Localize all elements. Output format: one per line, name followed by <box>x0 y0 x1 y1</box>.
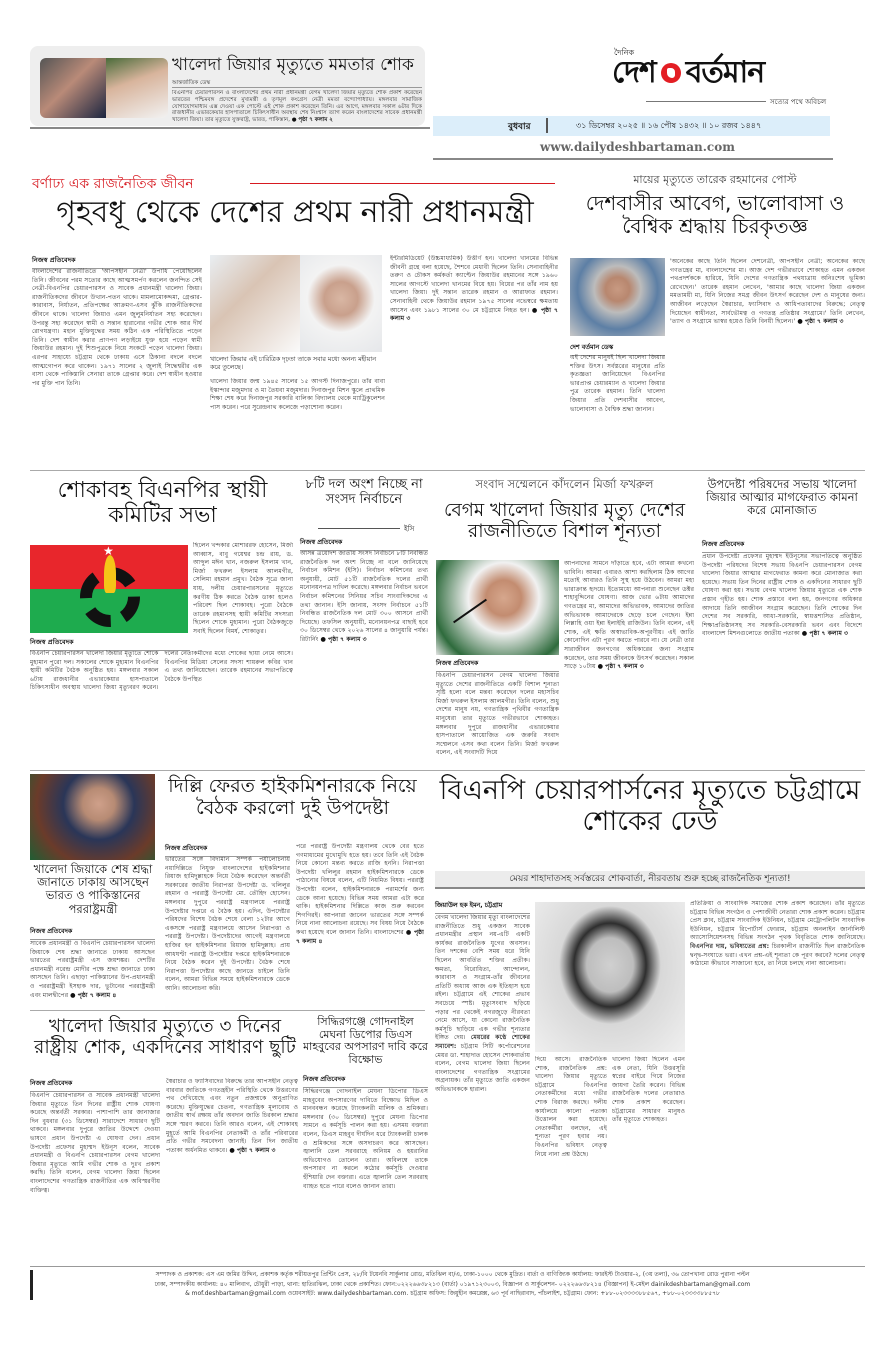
masthead-name-left: দেশ <box>612 54 656 90</box>
date-text: ৩১ ডিসেম্বর ২০২৫ ॥ ১৬ পৌষ ১৪৩২ ॥ ১০ রজব ১৪৪৭ <box>576 121 762 130</box>
ctg-col4: প্রতিক্রিয়া ও সাংবাদিক সমাজের শোক প্রকাশ করেছেন। তাঁর মৃত্যুতে চট্টগ্রাম বিভিন্ন সংগঠন ও পেশাজীবী নেতারা শোক প্রকাশ করেন। চট্টগ্রাম প্রেস ক্লাব, চট্টগ্রাম সাংবাদিক ইউনিয়ন, চট্টগ্রাম মেট্রোপলিটন সাংবাদিক ইউনিয়ন, চট্টগ্রাম রিপোর্টার্স ফোরাম, চট্টগ্রাম অনলাইন জার্নালিস্ট অ্যাসোসিয়েশনসহ বিভিন্ন সংগঠন পৃথক বিবৃতিতে শোক জানিয়েছে। বিএনপির দায়, ভবিষ্যতের প্রশ্ন: চিরকালীন রাজনীতি ছিল রাজনৈতিক দ্বন্দ্ব-সংঘাতে ভরা। এখন প্রশ্ন-এই শূন্যতা কে পূরণ করবে? দলের নেতৃত্ব কাঠামো কীভাবে সাজানো হবে, তা নিয়ে চলছে নানা আলোচনা। <box>690 900 865 968</box>
fakhrul-headline[interactable]: বেগম খালেদা জিয়ার মৃত্যু দেশের রাজনীতিতে বিশাল শূন্যতা <box>443 500 686 543</box>
siddhirganj-body: সিদ্ধিরগঞ্জে গোদনাইল মেঘনা ডিপোর ডিএস মাহবুবের অপসারণের দাবিতে বিক্ষোভ মিছিল ও মানববন্ধন করেছে ট্যাংকলরী মালিক ও শ্রমিকরা। মঙ্গলবার (৩০ ডিসেম্বর) দুপুরে মেঘনা ডিপোর সামনে এ কর্মসূচি পালন করা হয়। এসময় বক্তারা বলেন, ডিএস মাহবুব দীর্ঘদিন ধরে ট্যাংকলরী চালক ও শ্রমিকদের সঙ্গে অসদাচরণ করে আসছেন। জ্বালানি তেল সরবরাহে অনিয়ম ও হয়রানির অভিযোগও তোলেন তারা। অবিলম্বে তাকে অপসারণ না করলে কঠোর কর্মসূচি দেওয়ার হুঁশিয়ারি দেন বক্তারা। এতে জ্বালানি তেল সরবরাহ ব্যাহত হতে পারে বলেও জানান তারা। <box>303 1088 428 1190</box>
row-divider-3 <box>30 1010 425 1011</box>
row-divider-1 <box>30 470 865 471</box>
fakhrul-byline: নিজস্ব প্রতিবেদক <box>436 658 559 672</box>
bangladesh-map-logo-icon <box>661 63 681 83</box>
committee-body: বিএনপি চেয়ারপারসন খালেদা জিয়ার মৃত্যুতে শোকে মুহ্যমান পুরো দল। সকালের শোকে মুহ্যমান বিএনপির স্থায়ী কমিটির বৈঠক অনুষ্ঠিত হয়। মঙ্গলবার সকাল ৬টায় রাজধানীর এভারকেয়ার হাসপাতালে চিকিৎসাধীন অবস্থায় খালেদা জিয়া মৃত্যুবরণ করেন। দলের নেতাকর্মীদের মধ্যে শোকের ছায়া নেমে আসে। বিএনপির মিডিয়া সেলের সদস্য শায়রুল কবির খান এ তথ্য জানিয়েছেন। তারেক রহমানের সভাপতিত্বে বৈঠকে উপস্থিত <box>30 650 293 692</box>
footer-left-bar <box>30 1270 33 1300</box>
website-url[interactable]: www.dailydeshbartaman.com <box>540 140 735 154</box>
teaser-photo-khaleda <box>40 58 106 118</box>
mourning-col2: স্বৈরাচার ও ফ্যাসিবাদের বিরুদ্ধে তার আপসহীন নেতৃত্ব বারবার জাতিকে গণতন্ত্রহীন পরিস্থিতি থেকে উত্তরণের পথ দেখিয়েছে এবং নতুন প্রজন্মকে অনুপ্রাণিত করেছে। মুক্তিযুদ্ধের চেতনা, গণতান্ত্রিক মূল্যবোধ ও জাতীয় স্বার্থ রক্ষায় তাঁর অবদান জাতি চিরকাল শ্রদ্ধার সঙ্গে স্মরণ করবে। তিনি আরও বলেন, এই শোকাবহ মুহূর্তে আমি বিএনপির নেতাকর্মী ও তাঁর পরিবারের প্রতি গভীর সমবেদনা জানাই। তিন দিন জাতীয় পতাকা অর্ধনমিত থাকবে। ● পৃষ্ঠা ৭ কলাম ৩ <box>166 1078 298 1154</box>
committee-headline[interactable]: শোকাবহ বিএনপির স্থায়ী কমিটির সভা <box>57 478 268 529</box>
tarique-photo <box>570 258 665 336</box>
lead-col3: খালেদা জিয়ার জন্ম ১৯৪৫ সালের ১৫ আগস্ট দিনাজপুরে। তাঁর বাবা ইস্কান্দার মজুমদার ও মা তৈয়বা মজুমদার। দিনাজপুর মিশন স্কুলে প্রাথমিক শিক্ষা শেষ করে দিনাজপুর সরকারি বালিকা বিদ্যালয় থেকে ম্যাট্রিকুলেশন পাস করেন। পরে সুরেন্দ্রনাথ কলেজে পড়াশোনা করেন। <box>210 378 385 411</box>
star-icon: ★ <box>103 544 114 558</box>
masthead-bottom-rule <box>433 158 833 160</box>
teaser-headline[interactable]: খালেদা জিয়ার মৃত্যুতে মমতার শোক <box>172 55 414 75</box>
mourning-byline: নিজস্ব প্রতিবেদক <box>30 1078 160 1092</box>
imprint-line-2: ঢাকা, সম্পাদকীয় কার্যালয়: ৪০ মালিবাগ, চৌধুরী পাড়া, থানা: হাতিরঝিল, ঢাকা থেকে প্রকাশিত। ফোন:০২২২৬৬৩৮২১৩ (বার্তা) ০১৯৭১২৩০০৩, বিজ্ঞাপন ও সার্কুলেশন- ০২২২৬৬৩৮২১৪ (বিজ্ঞাপন) ই-মেইল dainikdeshbartaman@gmail.com <box>154 1280 751 1288</box>
imprint-line-3: & mof.deshbartaman@gmail.com ওয়েবসাইট: www.dailydeshbartaman.com. চট্টগ্রাম অফিস: জিয়ুহীন কমপ্লেক্স, ৬৩ পূর্ব নাছিরাবাদ, পাঁচলাইশ, চট্টগ্রাম। ফোন: +৮৮-০২৩৩৩৩৮৮৫৬৭, +৮৮-০২৩৩৩৩৮৮৫৭৮ <box>185 1290 720 1297</box>
ec-attribution-rule <box>318 528 400 529</box>
ministers-headline[interactable]: খালেদা জিয়াকে শেষ শ্রদ্ধা জানাতে ঢাকায় আসছেন ভারত ও পাকিস্তানের পররাষ্ট্রমন্ত্রী <box>33 862 153 916</box>
fakhrul-photo <box>436 560 559 655</box>
masthead-tagline: সত্যের পথে অবিচল <box>770 98 827 106</box>
ctg-subhead: মেয়র শাহাদাতসহ সর্বস্তরের শোকবার্তা, নীরবতায় শুরু হচ্ছে রাজনৈতিক শূন্যতা! <box>509 874 791 884</box>
teaser-byline: আন্তর্জাতিক ডেস্ক <box>172 80 211 86</box>
ec-byline: নিজস্ব প্রতিবেদক <box>300 537 428 551</box>
ctg-photo-khaleda <box>535 902 685 1052</box>
wheat-sheaf-icon <box>104 555 116 593</box>
footer-top-rule <box>30 1266 865 1267</box>
masthead-prefix: দৈনিক <box>614 48 635 57</box>
masthead-name-right: বর্তমান <box>685 54 765 90</box>
tarique-headline[interactable]: দেশবাসীর আবেগ, ভালোবাসা ও বৈশ্বিক শ্রদ্ধায় চিরকৃতজ্ঞ <box>585 191 845 238</box>
lead-kicker-rule <box>250 183 555 184</box>
ec-body: আসন্ন ত্রয়োদশ জাতীয় সংসদ নির্বাচনে ৮টি নিবন্ধিত রাজনৈতিক দল অংশ নিচ্ছে না বলে জানিয়েছে নির্বাচন কমিশন (ইসি)। নির্বাচন কমিশনের তথ্য অনুযায়ী, মোট ৫১টি রাজনৈতিক দলের প্রার্থী মনোনয়নপত্র দাখিল করেছে। মঙ্গলবার নির্বাচন ভবনে নির্বাচন কমিশনের সিনিয়র সচিব সাংবাদিকদের এ তথ্য জানান। ইসি জানায়, সংসদ নির্বাচনে ৫১টি নিবন্ধিত রাজনৈতিক দল মোট ৩০০ আসনে প্রার্থী দিয়েছে। তফসিল অনুযায়ী, মনোনয়নপত্র বাছাই হবে ৩০ ডিসেম্বর থেকে ২০২৬ সালের ৪ জানুয়ারি পর্যন্ত। রিটার্নিং ● পৃষ্ঠা ৭ কলাম ৩ <box>300 550 428 643</box>
ctg-headline[interactable]: বিএনপি চেয়ারপার্সনের মৃত্যুতে চট্টগ্রামে শোকের ঢেউ <box>439 775 861 838</box>
teaser-rule <box>172 87 422 88</box>
lead-photo-khaleda-portrait <box>300 255 382 352</box>
ministers-byline: নিজস্ব প্রতিবেদক <box>30 926 155 940</box>
committee-right-col: ছিলেন খন্দকার মোশাররফ হোসেন, মির্জা আব্বাস, বাবু গয়েশ্বর চন্দ্র রায়, ড. আব্দুল মঈন খান, নজরুল ইসলাম খান, মির্জা ফখরুল ইসলাম আলমগীর, সেলিমা রহমান প্রমুখ। বৈঠক সূত্রে জানা যায়, দলীয় চেয়ারপারসনের মৃত্যুতে করণীয় ঠিক করতে বৈঠক ডাকা হলেও পরিবেশ ছিল শোকাবহ। পুরো বৈঠকে তারেক রহমানসহ স্থায়ী কমিটির সদস্যরা ছিলেন শোকে মুহ্যমান। পুরো বৈঠকজুড়ে সবাই ছিলেন বিমর্ষ, শোকাতুর। <box>193 542 293 634</box>
date-separator <box>546 118 548 133</box>
advisers-body: প্রধান উপদেষ্টা প্রফেসর মুহাম্মদ ইউনূসের সভাপতিত্বে অনুষ্ঠিত উপদেষ্টা পরিষদের বিশেষ সভায় বিএনপি চেয়ারপারসন বেগম খালেদা জিয়ার আত্মার মাগফেরাত কামনা করে মোনাজাত করা হয়েছে। সভায় তিন দিনের রাষ্ট্রীয় শোক ও একদিনের সাধারণ ছুটি ঘোষণা করা হয়। সভায় বেগম খালেদা জিয়ার মৃত্যুতে এক শোক প্রস্তাব গৃহীত হয়। শোক প্রস্তাবে বলা হয়, জনগণের অধিকার আদায়ে তিনি আজীবন সংগ্রাম করেছেন। তিনি শোকের দিন দেশের সব সরকারি, আধা-সরকারি, স্বায়ত্তশাসিত প্রতিষ্ঠান, শিক্ষাপ্রতিষ্ঠানসহ সব সরকারি-বেসরকারি ভবন এবং বিদেশে বাংলাদেশ মিশনগুলোতে জাতীয় পতাকা ● পৃষ্ঠা ৭ কলাম ৩ <box>702 553 862 638</box>
tarique-byline: দেশ বর্তমান ডেস্ক <box>570 342 665 356</box>
delhi-col1: ভারতের সঙ্গে বিদ্যমান সম্পর্ক পর্যালোচনায় নয়াদিল্লিতে নিযুক্ত বাংলাদেশের হাইকমিশনার রিয়াজ হামিদুল্লাহকে নিয়ে বৈঠক করেছেন অন্তর্বর্তী সরকারের জাতীয় নিরাপত্তা উপদেষ্টা ড. খলিলুর রহমান ও পররাষ্ট্র উপদেষ্টা মো. তৌহিদ হোসেন। মঙ্গলবার দুপুরে পররাষ্ট্র মন্ত্রণালয়ে পররাষ্ট্র উপদেষ্টার দপ্তরে এ বৈঠক হয়। এদিন, উপদেষ্টার পরিষদের বিশেষ বৈঠক শেষে বেলা ১২টার আগে একসঙ্গে পররাষ্ট্র মন্ত্রণালয়ে আসেন নিরাপত্তা ও পররাষ্ট্র উপদেষ্টা। উপদেষ্টাদের আগেই মন্ত্রণালয়ে হাজির হন হাইকমিশনার রিয়াজ হামিদুল্লাহ। প্রায় আধঘণ্টা পররাষ্ট্র উপদেষ্টার দপ্তরে হাইকমিশনারকে নিয়ে বৈঠক করেন দুই উপদেষ্টা। বৈঠক শেষে নিরাপত্তা উপদেষ্টার কাছে জানতে চাইলে তিনি বলেন, আমরা বিভিন্ন সময়ে হাইকমিশনারকে ডেকে আনি। আলোচনা করি। <box>165 856 290 992</box>
ctg-byline: জিয়াউল হক ইমন, চট্টগ্রাম <box>435 900 530 914</box>
lead-byline: নিজস্ব প্রতিবেদক <box>32 255 202 269</box>
tarique-col2: 'অনেকের কাছে তিনি ছিলেন দেশনেত্রী, আপসহীন নেত্রী; অনেকের কাছে গণতন্ত্রের মা, বাংলাদেশের মা। আজ দেশ গভীরভাবে শোকাহত এমন একজন পথপ্রদর্শককে হারিয়ে, যিনি দেশের গণতান্ত্রিক পথযাত্রায় অনিঃশেষ ভূমিকা রেখেছেন।' তারেক রহমান লেখেন, 'আমার কাছে খালেদা জিয়া একজন মমতাময়ী মা, যিনি নিজের সমগ্র জীবন উৎসর্গ করেছেন দেশ ও মানুষের জন্য। আজীবন লড়েছেন স্বৈরাচার, ফ্যাসিবাদ ও আধিপত্যবাদের বিরুদ্ধে; নেতৃত্ব দিয়েছেন স্বাধীনতা, সার্বভৌমত্ব ও গণতন্ত্র প্রতিষ্ঠার সংগ্রামে।' তিনি লেখেন, 'ত্যাগ ও সংগ্রামে ভাস্বর হয়েও তিনি বিনয়ী ছিলেন।' ● পৃষ্ঠা ৭ কলাম ৩ <box>670 258 865 326</box>
imprint-line-1: সম্পাদক ও প্রকাশক: এস এম জমির উদ্দিন, প্রকাশক কর্তৃক শরীয়তপুর প্রিন্টিং প্রেস, ২৮/বি টয়েনবি সার্কুলার রোড, মতিঝিল বা/এ, ঢাকা-১০০০ থেকে মুদ্রিত। বার্তা ও বাণিজ্যিক কার্যালয়: ফারইস্ট টাওয়ার-২, (৩য় তলা), ৩৬ তোপখানা রোড পুরানা পল্টন <box>155 1271 750 1278</box>
fakhrul-kicker: সংবাদ সম্মেলনে কাঁদলেন মির্জা ফখরুল <box>475 477 654 491</box>
ishaq-dar-photo <box>30 774 155 860</box>
bnp-flag <box>30 545 188 633</box>
siddhirganj-byline: নিজস্ব প্রতিবেদক <box>303 1074 428 1088</box>
siddhirganj-headline[interactable]: সিদ্ধিরগঞ্জে গোদনাইল মেঘনা ডিপোর ডিএস মাহবুবের অপসারণ দাবি করে বিক্ষোভ <box>303 1015 428 1066</box>
lead-photo-khaleda-waving <box>210 255 300 352</box>
imprint-text <box>40 1270 865 1299</box>
delhi-col2: পরে পররাষ্ট্র উপদেষ্টা মন্ত্রণালয় থেকে বের হতে গণমাধ্যমের মুখোমুখি হতে হয়। তবে তিনি এই বৈঠক নিয়ে কোনো মন্তব্য করতে রাজি হননি। নিরাপত্তা উপদেষ্টা খলিলুর রহমান হাইকমিশনারকে ডেকে পাঠানোর বিষয়ে বলেন, এটি নিয়মিত বিষয়। পররাষ্ট্র উপদেষ্টা বলেন, হাইকমিশনারকে পরামর্শের জন্য ডেকে আনা হয়েছে। বিভিন্ন সময় আমরা এটা করে থাকি। হাইকমিশনার দিল্লিতে কাজ শুরু করবেন শিগগিরই। আপনারা জানেন ভারতের সঙ্গে সম্পর্ক নিয়ে নানা আলোচনা রয়েছে। সব বিষয় নিয়ে বৈঠকে কথা হয়েছে বলে জানান তিনি। বাংলাদেশের ● পৃষ্ঠা ৭ কলাম ৪ <box>296 843 424 945</box>
ec-headline[interactable]: ৮টি দল অংশ নিচ্ছে না সংসদ নির্বাচনে <box>305 477 423 507</box>
tarique-kicker: মায়ের মৃত্যুতে তারেক রহমানের পোস্ট <box>633 173 797 186</box>
teaser-body: বিএনপির চেয়ারপারসন ও বাংলাদেশের প্রথম নারী প্রধানমন্ত্রী বেগম খালেদা জিয়ার মৃত্যুতে শোক প্রকাশ করেছেন ভারতের পশ্চিমবঙ্গ প্রদেশের মুখ্যমন্ত্রী ও তৃণমূল কংগ্রেস নেত্রী মমতা বন্দ্যোপাধ্যায়। মঙ্গলবার সামাজিক যোগাযোগমাধ্যম এক্স দেওয়া এক পোস্টে এই শোক প্রকাশ করেছেন তিনি। এর আগে, মঙ্গলবার সকাল ৬টার দিকে রাজধানীর এভারকেয়ার হাসপাতালে চিকিৎসাধীন অবস্থায় শেষ নিঃশ্বাস ত্যাগ করেন বাংলাদেশের সাবেক প্রধানমন্ত্রী খালেদা জিয়া। তার মৃত্যুতে যুক্তরাষ্ট্র, ভারত, পাকিস্তান, ● পৃষ্ঠা ৭ কলাম ২ <box>172 90 422 124</box>
teaser-photo-mamata <box>106 58 168 118</box>
lead-col4: ইন্টারমিডিয়েট (উচ্চমাধ্যমিক) উত্তীর্ণ হন। খালেদা খানমের বিভিন্ন জীবনী গ্রন্থে বলা হয়েছে, শৈশবে মেধাবী ছিলেন তিনি। সেনাবাহিনীর তরুণ ও চৌকস কর্মকর্তা ক্যাপ্টেন জিয়াউর রহমানের সঙ্গে ১৯৬০ সালের আগস্টে খালেদা খানমের বিয়ে হয়। বিয়ের পর তাঁর নাম হয় খালেদা জিয়া। দুই সন্তান তারেক রহমান ও আরাফাত রহমান। সেনাবাহিনী থেকে জিয়াউর রহমান ১৯৭৫ সালের নভেম্বরে ক্ষমতায় আসেন এবং ১৯৮১ সালের ৩০ মে চট্টগ্রামে নিহত হন। ● পৃষ্ঠা ৭ কলাম ৩ <box>390 255 558 323</box>
committee-byline: নিজস্ব প্রতিবেদক <box>30 637 190 651</box>
ctg-col1: বেগম খালেদা জিয়ার মৃত্যু বাংলাদেশের রাজনীতিতে শুধু একজন সাবেক প্রধানমন্ত্রীর প্রস্থান নয়-এটি একটি কার্যকর রাজনৈতিক যুগের অবসান। তিন দশকের বেশি সময় ধরে যিনি ছিলেন আবর্তিত শক্তির প্রতীক। ক্ষমতা, বিরোধিতা, আন্দোলন, কারাবাস ও সংগ্রাম-তাঁর জীবনের প্রতিটি অধ্যায় আজ এক ইতিহাস হয়ে রইল। চট্টগ্রামে এই শোকের প্রভাব সবচেয়ে স্পষ্ট। মৃত্যুসংবাদ ছড়িয়ে পড়ার পর থেকেই নগরজুড়ে নীরবতা নেমে আসে, যা কোনো রাজনৈতিক কর্মসূচি ছাড়িয়ে এক গভীর শূন্যতার ইঙ্গিত দেয়। মেয়রের কণ্ঠে শোকের সমাবেশ: চট্টগ্রাম সিটি কর্পোরেশনের মেয়র ডা. শাহাদাত হোসেন শোকবার্তায় বলেন, বেগম খালেদা জিয়া ছিলেন বাংলাদেশের গণতান্ত্রিক সংগ্রামের অগ্রনায়ক। তাঁর মৃত্যুতে জাতি একজন অভিভাবককে হারাল। <box>435 914 530 1093</box>
lead-headline[interactable]: গৃহবধূ থেকে দেশের প্রথম নারী প্রধানমন্ত্রী <box>56 195 534 230</box>
masthead-logo[interactable] <box>612 55 828 91</box>
delhi-byline: নিজস্ব প্রতিবেদক <box>165 843 290 857</box>
date-day: বুধবার <box>508 122 531 132</box>
ctg-col2: দিয়ে আসে। রাজনৈতিক শোক, রাজনৈতিক প্রশ্ন: খালেদা জিয়ার মৃত্যুতে চট্টগ্রামে বিএনপির নেতাকর্মীদের মধ্যে গভীর শোক বিরাজ করছে। দলীয় কার্যালয়ে কালো পতাকা উত্তোলন করা হয়েছে। নেতাকর্মীরা বলছেন, এই শূন্যতা পূরণ হবার নয়। বিএনপির ভবিষ্যৎ নেতৃত্ব নিয়ে নানা প্রশ্ন উঠছে। <box>535 1056 607 1158</box>
mourning-col1: বিএনপি চেয়ারপারসন ও সাবেক প্রধানমন্ত্রী খালেদা জিয়ার মৃত্যুতে তিন দিনের রাষ্ট্রীয় শোক ঘোষণা করেছে অন্তর্বর্তী সরকার। পাশাপাশি তার জানাজার দিন বুধবার (৩১ ডিসেম্বর) সারাদেশে সাধারণ ছুটি থাকবে। মঙ্গলবার দুপুরে জাতির উদ্দেশে দেওয়া ভাষণে প্রধান উপদেষ্টা এ ঘোষণা দেন। প্রধান উপদেষ্টা প্রফেসর মুহাম্মদ ইউনূস বলেন, সাবেক প্রধানমন্ত্রী ও বিএনপি চেয়ারপারসন বেগম খালেদা জিয়ার মৃত্যুতে আমি গভীর শোক ও দুঃখ প্রকাশ করছি। তিনি বলেন, বেগম খালেদা জিয়া ছিলেন বাংলাদেশের গণতান্ত্রিক রাজনীতির এক অবিস্মরণীয় ব্যক্তিত্ব। <box>30 1092 160 1194</box>
advisers-headline[interactable]: উপদেষ্টা পরিষদের সভায় খালেদা জিয়ার আত্মার মাগফেরাত কামনা করে মোনাজাত <box>706 477 858 518</box>
teaser-bottom-rule <box>30 127 430 129</box>
tagline-rule <box>646 101 766 102</box>
fakhrul-col2: আপনাদের সামনে দাঁড়াতে হবে, এটা আমরা কখনো ভাবিনি। আমরা এবারও আশা করছিলাম ঠিক আগের মতোই আবারও তিনি সুস্থ হয়ে উঠবেন। আমরা মহা ভারাক্রান্ত হৃদয়ে। ইতোমধ্যে আপনারা শুনেছেন ডক্টর শাহাবুদ্দিনের ঘোষণা। আজ ভোর ৬টায় আমাদের গণতন্ত্রের মা, আমাদের অভিভাবক, আমাদের জাতির অভিভাবক আমাদেরকে ছেড়ে চলে গেছেন। ইন্না লিল্লাহি ওয়া ইন্না ইলাইহি রাজিউন। তিনি বলেন, এই শোক, এই ক্ষতি অস্বাভাবিক-অপূরণীয়। এই জাতি কোনোদিন এটা পূরণ করতে পারবে না। যে নেত্রী তার সারাজীবন জনগণের অধিকারের জন্য সংগ্রাম করেছেন, তার সময় জীবনকে উৎসর্গ করেছেন। সকাল সাড়ে ১০টায় ● পৃষ্ঠা ৭ কলাম ৩ <box>564 560 694 671</box>
ctg-col3: খালেদা জিয়া ছিলেন এমন এক নেতা, যিনি উত্তরসূরি স্বপ্নের বাইরে গিয়ে নিজের জায়গা তৈরি করেন। বিভিন্ন রাজনৈতিক দলের নেতারাও শোক প্রকাশ করেছেন। চট্টগ্রামের সাধারণ মানুষও তাঁর মৃত্যুতে শোকাহত। <box>612 1056 685 1124</box>
delhi-headline[interactable]: দিল্লি ফেরত হাইকমিশনারকে নিয়ে বৈঠক করলো দুই উপদেষ্টা <box>168 775 417 819</box>
lead-col1: বাংলাদেশের রাজনীতিতে 'আপসহীন নেত্রী' উপাধি পেয়েছিলেন তিনি। জীবনের পরম সত্যের কাছে আত্মসমর্পণ করলেন জনন্দিত সেই নেত্রী-বিএনপির চেয়ারপারসন ও সাবেক প্রধানমন্ত্রী খালেদা জিয়া। রাজনীতিকদের জীবনে উত্থান-পতন থাকে। মামলামোকদ্দমা, গ্রেপ্তার-কারাবাস, নির্যাতন, প্রতিপক্ষের আক্রমণ-এসব ঝুঁকি রাজনীতিকদের জীবনে থাকে। খালেদা জিয়াও এমন জুলুমনির্যাতন সহ্য করেছেন। উপরন্তু সহ্য করেছেন স্বামী ও সন্তান হারানোর গভীর শোক আর দীর্ঘ রোগযন্ত্রণা। মহান মুক্তিযুদ্ধের সময় কঠিন এক পরিস্থিতিতে পড়েন তিনি। দেশ স্বাধীন করার প্রাণপণ লড়াইয়ে যুক্ত হয়ে পড়েন স্বামী জিয়াউর রহমান। দুই শিশুপুত্রকে নিয়ে সংকটে পড়েন খালেদা জিয়া। এরপর সাহায্যে চট্টগ্রাম থেকে ঢাকায় এসে ঠিকানা বদলে বদলে আত্মগোপন করে থাকেন। ১৯৭১ সালের ২ জুলাই সিদ্ধেশ্বরীর এক বাসা থেকে পাকিস্তানি সেনারা তাকে গ্রেপ্তার করে। দেশ স্বাধীন হওয়ার পর মুক্তি পান তিনি। <box>32 268 202 387</box>
advisers-byline: নিজস্ব প্রতিবেদক <box>702 539 862 553</box>
ec-attribution: ইসি <box>404 525 415 533</box>
ministers-body: সাবেক প্রধানমন্ত্রী ও বিএনপি চেয়ারপারসন খালেদা জিয়াকে শেষ শ্রদ্ধা জানাতে ঢাকায় আসছেন ভারতের পররাষ্ট্রমন্ত্রী এস জয়শঙ্কর। দেশটির প্রধানমন্ত্রী নরেন্দ্র মোদীর পক্ষে শ্রদ্ধা জানাতে ঢাকা আসছেন তিনি। এছাড়া পাকিস্তানের উপ-প্রধানমন্ত্রী ও পররাষ্ট্রমন্ত্রী ইসহাক দার, ভুটানের পররাষ্ট্রমন্ত্রী এবং মালদ্বীপের ● পৃষ্ঠা ৭ কলাম ৪ <box>30 940 155 999</box>
fakhrul-col1: বিএনপি চেয়ারপারসন বেগম খালেদা জিয়ার মৃত্যুতে দেশের রাজনীতিতে একটি বিশাল শূন্যতা সৃষ্টি হলো বলে মন্তব্য করেছেন দলের মহাসচিব মির্জা ফখরুল ইসলাম আলমগীর। তিনি বলেন, শুধু দেশের মানুষ নয়, গণতান্ত্রিক পৃথিবীর গণতান্ত্রিক মানুষেরা তার মৃত্যুতে গভীরভাবে শোকাহত। মঙ্গলবার দুপুরে রাজধানীর এভারকেয়ার হাসপাতালে আয়োজিত এক জরুরি সংবাদ সম্মেলনে এসব কথা বলেন তিনি। মির্জা ফখরুল বলেন, এই সংবাদটি দিয়ে <box>436 672 559 757</box>
lead-kicker: বর্ণাঢ্য এক রাজনৈতিক জীবন <box>32 176 194 192</box>
tarique-col1: এই দেশের মানুষই ছিল খালেদা জিয়ার শক্তির উৎস। সর্বস্তরের মানুষের প্রতি কৃতজ্ঞতা জানিয়েছেন বিএনপির ভারপ্রাপ্ত চেয়ারম্যান ও খালেদা জিয়ার পুত্র তারেক রহমান। তিনি খালেদা জিয়ার প্রতি দেশবাসীর আবেগ, ভালোবাসা ও বৈশ্বিক শ্রদ্ধা জানান। <box>570 354 665 413</box>
mourning-headline[interactable]: খালেদা জিয়ার মৃত্যুতে ৩ দিনের রাষ্ট্রীয় শোক, একদিনের সাধারণ ছুটি <box>34 1016 296 1059</box>
row-divider-2 <box>30 770 865 771</box>
lead-photo-caption: খালেদা জিয়ার এই চারিত্রিক দৃঢ়তা তাকে সবার মধ্যে অনন্য মহীয়ান করে তুলেছে। <box>210 356 376 371</box>
